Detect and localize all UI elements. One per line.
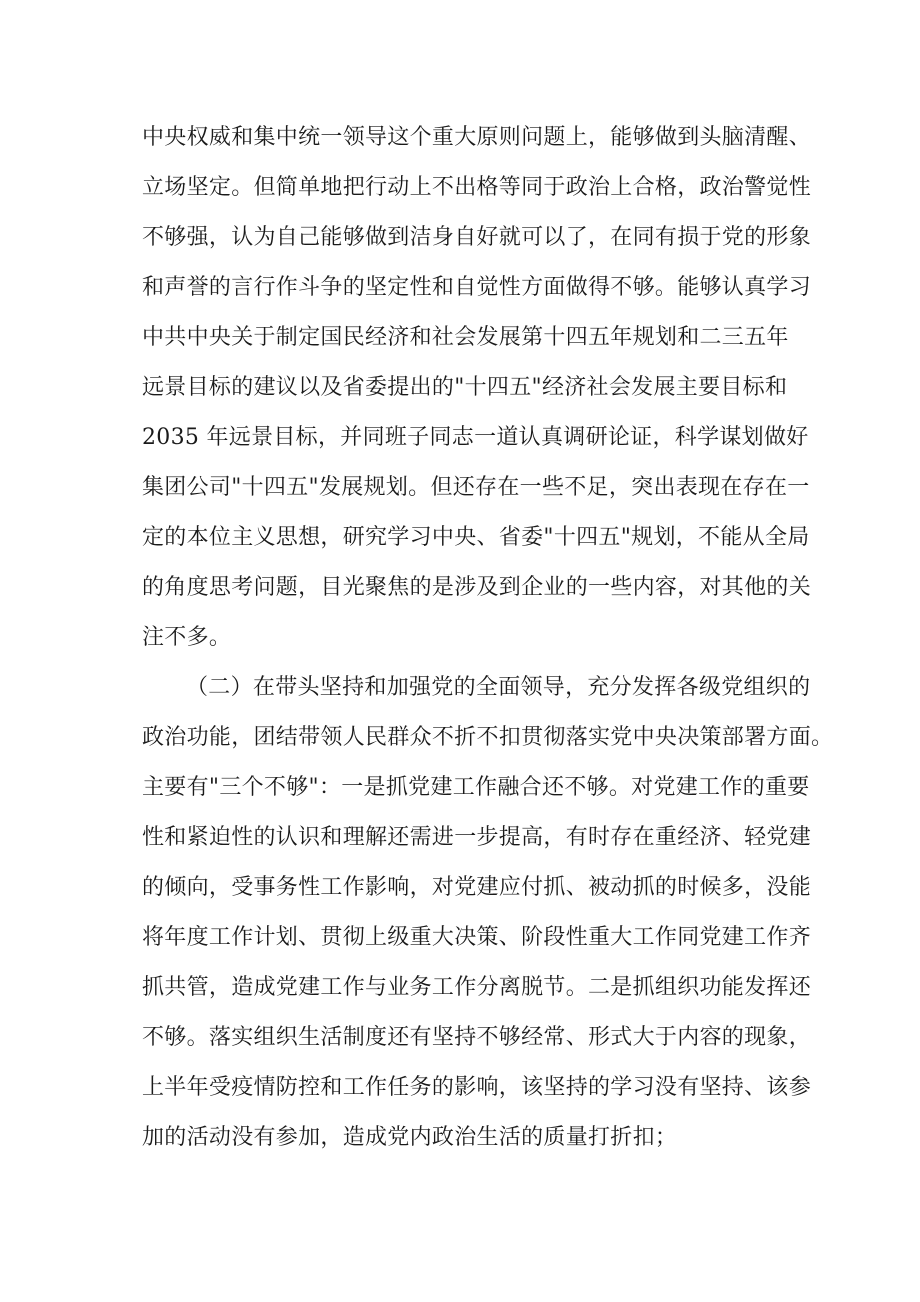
text-line: 政治功能，团结带领人民群众不折不扣贯彻落实党中央决策部署方面。 [142,725,834,750]
text-line: 的角度思考问题，目光聚焦的是涉及到企业的一些内容，对其他的关 [142,575,812,600]
text-line: 定的本位主义思想，研究学习中央、省委"十四五"规划，不能从全局 [142,525,810,550]
text-line: 中央权威和集中统一领导这个重大原则问题上，能够做到头脑清醒、 [142,125,812,150]
text-line: 将年度工作计划、贯彻上级重大决策、阶段性重大工作同党建工作齐 [142,925,812,950]
text-line: 的倾向，受事务性工作影响，对党建应付抓、被动抓的时候多，没能 [142,875,812,900]
text-line: 立场坚定。但简单地把行动上不出格等同于政治上合格，政治警觉性 [142,175,812,200]
text-line: 注不多。 [142,625,232,650]
text-line: 上半年受疫情防控和工作任务的影响，该坚持的学习没有坚持、该参 [142,1075,812,1100]
text-line: 远景目标的建议以及省委提出的"十四五"经济社会发展主要目标和 [142,375,788,400]
text-line: 中共中央关于制定国民经济和社会发展第十四五年规划和二三五年 [142,325,789,350]
text-line: 性和紧迫性的认识和理解还需进一步提高，有时存在重经济、轻党建 [142,825,812,850]
text-line: 加的活动没有参加，造成党内政治生活的质量打折扣； [142,1125,678,1150]
text-line: 不够。落实组织生活制度还有坚持不够经常、形式大于内容的现象， [142,1025,812,1050]
text-line: 不够强，认为自己能够做到洁身自好就可以了，在同有损于党的形象 [142,225,812,250]
text-line: 集团公司"十四五"发展规划。但还存在一些不足，突出表现在存在一 [142,475,810,500]
text-line: （二）在带头坚持和加强党的全面领导，充分发挥各级党组织的 [186,675,811,700]
text-line: 2035 年远景目标，并同班子同志一道认真调研论证，科学谋划做好 [142,425,809,450]
text-line: 和声誉的言行作斗争的坚定性和自觉性方面做得不够。能够认真学习 [142,275,812,300]
text-line: 主要有"三个不够"：一是抓党建工作融合还不够。对党建工作的重要 [142,775,810,800]
text-line: 抓共管，造成党建工作与业务工作分离脱节。二是抓组织功能发挥还 [142,975,812,1000]
